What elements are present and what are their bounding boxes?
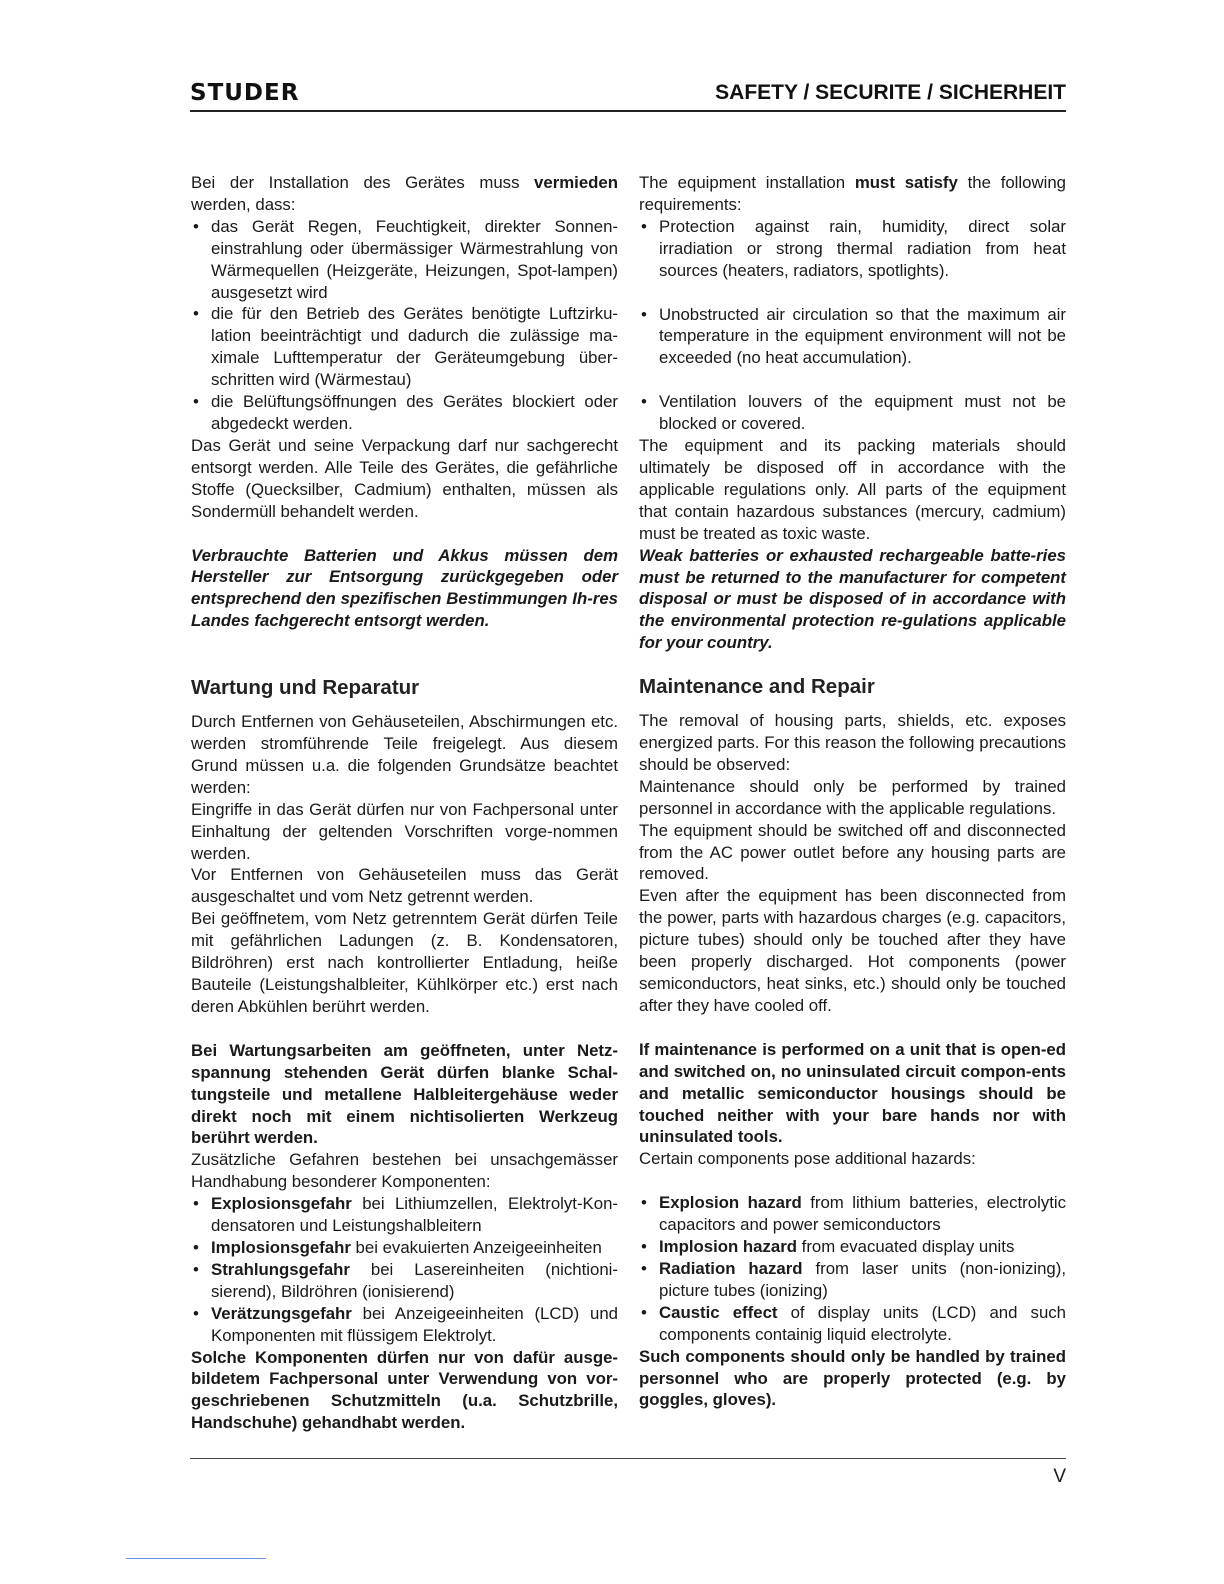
maintenance-paragraph: Even after the equipment has been disconnected from the power, parts with hazardous charges (e.g. capacitors, picture tubes) should only be touched after they have been properly discharged. Hot components (power semiconductors, heat sinks, etc.) should only be touched after they have cooled off.: [639, 886, 1066, 1015]
german-column: [191, 172, 618, 1434]
list-item: • Explosion hazard from lithium batteries, electrolytic capacitors and power semiconductors: [639, 1192, 1066, 1236]
list-item: • die für den Betrieb des Gerätes benötigte Luftzirku-lation beeinträchtigt und dadurch die zulässige ma-ximale Lufttemperatur der Geräteumgebung über-schritten wird (Wärmestau): [191, 303, 618, 391]
list-item: • Radiation hazard from laser units (non-ionizing), picture tubes (ionizing): [639, 1258, 1066, 1302]
closing-paragraph: Solche Komponenten dürfen nur von dafür ausge-bildetem Fachpersonal unter Verwendung von vor-geschriebenen Schutzmitteln (u.a. Schutzbrille, Handschuhe) gehandhabt werden.: [191, 1347, 618, 1433]
list-item: • Strahlungsgefahr bei Lasereinheiten (nichtioni-sierend), Bildröhren (ionisierend): [191, 1259, 618, 1303]
list-item: • Verätzungsgefahr bei Anzeigeeinheiten (LCD) und Komponenten mit flüssigem Elektrolyt.: [191, 1303, 618, 1347]
installation-intro: The equipment installation must satisfy the following requirements:: [639, 173, 1066, 214]
list-item: • das Gerät Regen, Feuchtigkeit, direkter Sonnen-einstrahlung oder übermässiger Wärmestrahlung von Wärmequellen (Heizgeräte, Heizungen, Spot-lampen) ausgesetzt wird: [191, 216, 618, 304]
installation-intro: Bei der Installation des Gerätes muss vermieden werden, dass:: [191, 173, 618, 214]
warning-paragraph: Bei Wartungsarbeiten am geöffneten, unter Netz-spannung stehenden Gerät dürfen blanke Schal-tungsteile und metallene Halbleitergehäuse weder direkt noch mit einem nichtisolierten Werkzeug berührt werden.: [191, 1040, 618, 1148]
studer-logo: STUDER: [190, 80, 300, 106]
page-number: V: [1053, 1466, 1066, 1487]
list-item: • Unobstructed air circulation so that the maximum air temperature in the equipment environment will not be exceeded (no heat accumulation).: [639, 304, 1066, 370]
list-item: • Caustic effect of display units (LCD) and such components containig liquid electrolyte.: [639, 1302, 1066, 1346]
disposal-paragraph: The equipment and its packing materials should ultimately be disposed off in accordance with the applicable regulations only. All parts of the equipment that contain hazardous substances (mercury, cadmium) must be treated as toxic waste.: [639, 436, 1066, 543]
hazards-intro: Certain components pose additional hazards:: [639, 1149, 976, 1169]
header-title: SAFETY / SECURITE / SICHERHEIT: [715, 81, 1066, 104]
hazards-list: [191, 1193, 618, 1346]
list-item: • die Belüftungsöffnungen des Gerätes blockiert oder abgedeckt werden.: [191, 391, 618, 435]
installation-list: [639, 216, 1066, 435]
battery-notice: Verbrauchte Batterien und Akkus müssen dem Hersteller zur Entsorgung zurückgegeben oder entsprechend den spezifischen Bestimmungen Ih-res Landes fachgerecht entsorgt werden.: [191, 545, 618, 631]
footer-divider: [190, 1458, 1066, 1459]
maintenance-paragraph: Durch Entfernen von Gehäuseteilen, Abschirmungen etc. werden stromführende Teile freigelegt. Aus diesem Grund müssen u.a. die folgenden Grundsätze beachtet werden:: [191, 712, 618, 797]
maintenance-paragraph: Vor Entfernen von Gehäuseteilen muss das Gerät ausgeschaltet und vom Netz getrennt werden.: [191, 865, 618, 907]
maintenance-paragraph: Maintenance should only be performed by trained personnel in accordance with the applicable regulations.: [639, 776, 1066, 818]
list-item: • Implosionsgefahr bei evakuierten Anzeigeeinheiten: [191, 1237, 618, 1259]
closing-paragraph: Such components should only be handled by trained personnel who are properly protected (e.g. by goggles, gloves).: [639, 1346, 1066, 1410]
maintenance-paragraph: The removal of housing parts, shields, etc. exposes energized parts. For this reason the following precautions should be observed:: [639, 711, 1066, 774]
warning-paragraph: If maintenance is performed on a unit that is open-ed and switched on, no uninsulated circuit compon-ents and metallic semiconductor housings should be touched neither with your bare hands nor with uninsulated tools.: [639, 1039, 1066, 1147]
list-item: • Ventilation louvers of the equipment must not be blocked or covered.: [639, 391, 1066, 435]
disposal-paragraph: Das Gerät und seine Verpackung darf nur sachgerecht entsorgt werden. Alle Teile des Gerätes, die gefährliche Stoffe (Quecksilber, Cadmium) enthalten, müssen als Sondermüll behandelt werden.: [191, 435, 618, 521]
section-heading: Maintenance and Repair: [639, 675, 875, 699]
list-item: • Implosion hazard from evacuated display units: [639, 1236, 1066, 1258]
edge-mark: [126, 1558, 266, 1559]
section-heading: Wartung und Reparatur: [191, 676, 420, 700]
page-header: [190, 80, 1066, 112]
english-column: [639, 172, 1066, 1411]
hazards-intro: Zusätzliche Gefahren bestehen bei unsachgemässer Handhabung besonderer Komponenten:: [191, 1150, 618, 1192]
maintenance-paragraph: The equipment should be switched off and disconnected from the AC power outlet before any housing parts are removed.: [639, 820, 1066, 884]
maintenance-paragraph: Eingriffe in das Gerät dürfen nur von Fachpersonal unter Einhaltung der geltenden Vorschriften vorge-nommen werden.: [191, 799, 618, 863]
installation-list: [191, 216, 618, 435]
maintenance-paragraph: Bei geöffnetem, vom Netz getrenntem Gerät dürfen Teile mit gefährlichen Ladungen (z. B. Kondensatoren, Bildröhren) erst nach kontrollierter Entladung, heiße Bauteile (Leistungshalbleiter, Kühlkörper etc.) erst nach deren Abkühlen berührt werden.: [191, 909, 618, 1016]
hazards-list: [639, 1192, 1066, 1345]
list-item: • Explosionsgefahr bei Lithiumzellen, Elektrolyt-Kon-densatoren und Leistungshalbleitern: [191, 1193, 618, 1237]
battery-notice: Weak batteries or exhausted rechargeable batte-ries must be returned to the manufacturer for competent disposal or must be disposed of in accordance with the environmental protection re-gulations applicable for your country.: [639, 545, 1066, 653]
list-item: • Protection against rain, humidity, direct solar irradiation or strong thermal radiation from heat sources (heaters, radiators, spotlights).: [639, 216, 1066, 282]
